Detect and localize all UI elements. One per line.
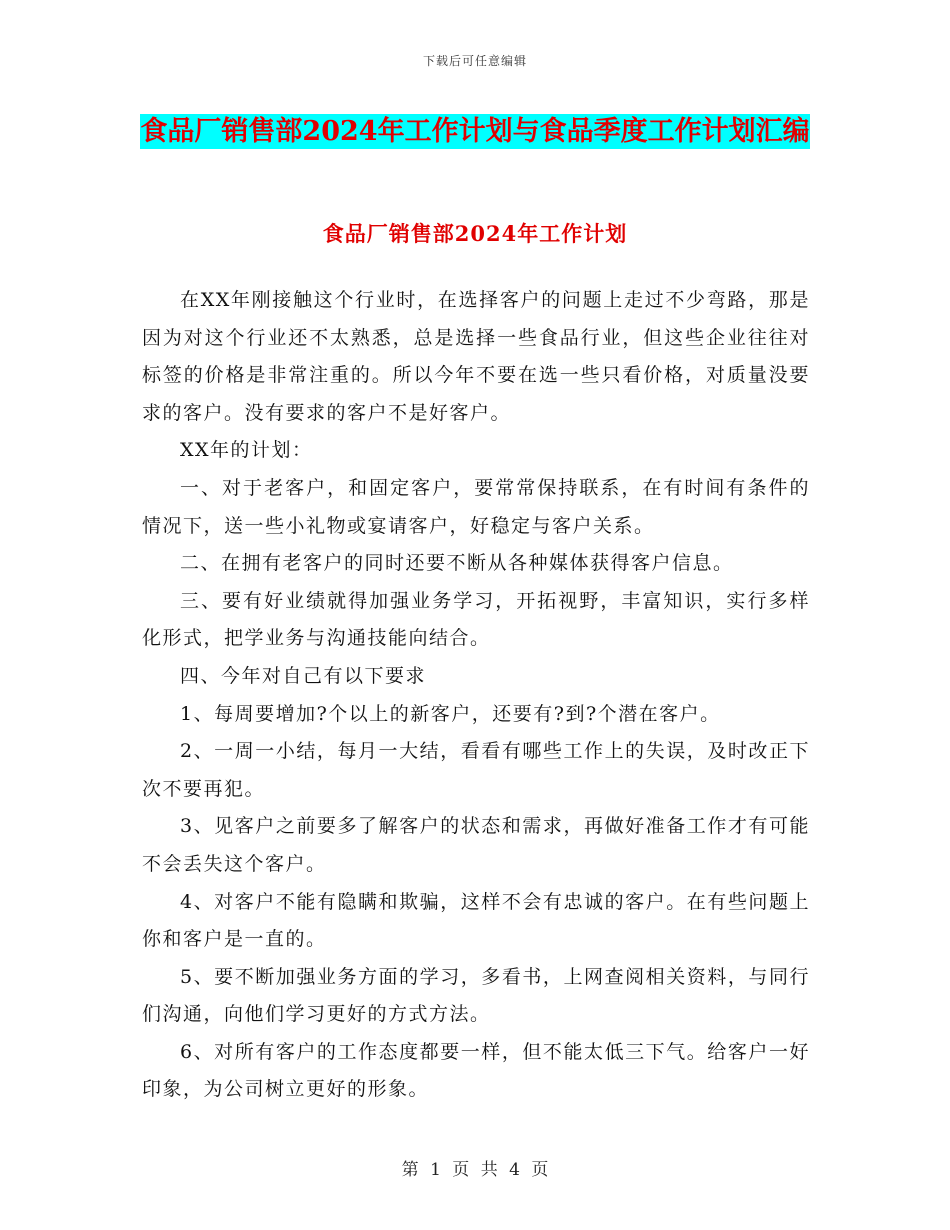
paragraph-requirement-1: 1、每周要增加?个以上的新客户，还要有?到?个潜在客户。 [180, 702, 721, 725]
paragraph-requirement-2: 2、一周一小结，每月一大结，看看有哪些工作上的失误，及时改正下次不要再犯。 [142, 740, 810, 800]
paragraph-requirement-3: 3、见客户之前要多了解客户的状态和需求，再做好准备工作才有可能不会丢失这个客户。 [142, 815, 810, 875]
paragraph-item-2: 二、在拥有老客户的同时还要不断从各种媒体获得客户信息。 [180, 552, 734, 575]
paragraph-item-3: 三、要有好业绩就得加强业务学习，开拓视野，丰富知识，实行多样化形式，把学业务与沟通技能向结合。 [142, 589, 810, 650]
paragraph-plan-heading: XX年的计划： [180, 439, 313, 462]
page-header-note: 下载后可任意编辑 [422, 54, 527, 68]
document-title [140, 108, 810, 156]
paragraph-requirement-6: 6、对所有客户的工作态度都要一样，但不能太低三下气。给客户一好印象，为公司树立更好的形象。 [142, 1040, 810, 1101]
paragraph-requirement-5: 5、要不断加强业务方面的学习，多看书，上网查阅相关资料，与同行们沟通，向他们学习更好的方式方法。 [142, 965, 810, 1026]
paragraph-item-4: 四、今年对自己有以下要求 [180, 664, 427, 687]
page-number: 第 1 页 共 4 页 [401, 1160, 549, 1180]
paragraph-requirement-4: 4、对客户不能有隐瞒和欺骗，这样不会有忠诚的客户。在有些问题上你和客户是一直的。 [142, 890, 810, 951]
section-title: 食品厂销售部2024年工作计划 [322, 221, 628, 246]
paragraph-item-1: 一、对于老客户，和固定客户，要常常保持联系，在有时间有条件的情况下，送一些小礼物或宴请客户，好稳定与客户关系。 [142, 476, 810, 537]
paragraph-intro: 在XX年刚接触这个行业时，在选择客户的问题上走过不少弯路，那是因为对这个行业还不太熟悉，总是选择一些食品行业，但这些企业往往对标签的价格是非常注重的。所以今年不要在选一些只看价格，对质量没要求的客户。没有要求的客户不是好客户。 [142, 289, 810, 424]
document-body [142, 282, 810, 1109]
document-title-highlight: 食品厂销售部2024年工作计划与食品季度工作计划汇编 [140, 116, 810, 147]
